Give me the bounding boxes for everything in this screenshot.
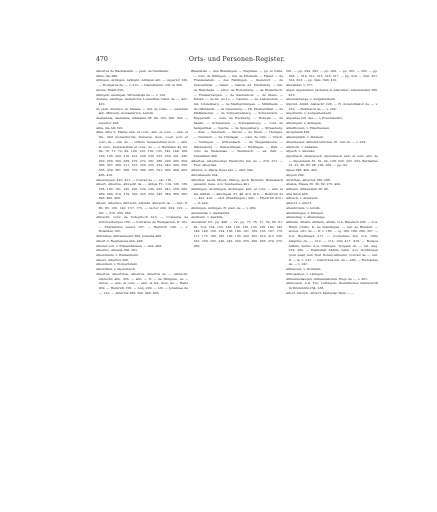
index-entry: Allingen, Aylingen, Aylingin, Allingen abt. — superior 136. — Rodigerus de —, v. 212. — Dienstmann, ortl. in 300. bbox=[96, 78, 188, 88]
index-entry: Albinus, S. Maria Neue abt. — darf. 394. bbox=[191, 168, 254, 173]
index-entry: Alsatia, Elsass 36. 39. 82. 270. 402. bbox=[286, 182, 342, 187]
index-entry: Alldingen, Aldingen, H. pleb. de —, v. 269. bbox=[191, 205, 257, 210]
index-entry: Albert d. Reginenses abb. 406. bbox=[96, 238, 144, 243]
index-entry: Albers, Albertus 396. bbox=[96, 257, 129, 262]
register-column-3 bbox=[286, 69, 378, 469]
index-entry: Alger, Algersibter, rachatus in Allerwiler; Albersweiler 386. 413. bbox=[286, 87, 378, 97]
index-entry: Alba, die Alb 391. bbox=[96, 125, 124, 130]
index-entry: Albersthal, v. Alpersbach. bbox=[96, 267, 136, 272]
index-entry: Alcapranik 402. bbox=[286, 130, 311, 135]
index-entry: Alerheim, v. Alerhim. bbox=[191, 215, 224, 220]
index-entry: Alppen 290. bbox=[286, 172, 305, 177]
index-entry: Alte Silva 406. bbox=[286, 191, 309, 196]
index-entry: Albscher, sechs Elisch, Elikog, auch Betrunk; Breisebach genannt, bass. A.G. Sondaufsee 401. bbox=[191, 177, 283, 187]
index-entry: Alienrentunga, v. Aufgellenbern. bbox=[286, 97, 337, 102]
index-entry: Alba, Albe S. Maria; abb. et conv., abb. et conv. — abb. et fra., libri monachorum, mulieres, mon., coeli, eccl. et conv. de — Alb. de —, ordinis, monasterium mon. — abb. et conv., monasterium et conv., de —, v. Hermann 43. 62. 69. 70. 71. 72. 99. 100. 122. 130. 135. 143. 144. 166. 180. 195. 200. 210. 221. 226. 230. 235. 239. 241. 245. 250. 258. 260. 269. 270. 272. 281. 286. 293. 295. 300. 306. 307. 309. 311. 315. 320. 325. 334. 340. 345. 350. 356. 359. 361. 366. 370. 380. 385. 391. 395. 400. 405. 406. 410. bbox=[96, 130, 188, 177]
index-entry: Albrecht, conv. de Schopfloch 410. — Conradus de Schutterbergen 180. — Conradus de Weingarten, fr. 181. — Eberhardus senior 187. — Heinrich 190. — v. Bolanden 195. bbox=[96, 215, 188, 234]
index-entry: Allingen, Alelingen, Wirtenstein de —, v. 120. bbox=[96, 92, 167, 97]
index-entry: Albis, die 386. bbox=[96, 73, 119, 78]
index-entry: Albertus, Albertuscher, Heinrichs mil. de — 270. 271. — Frey. Albertisa. bbox=[191, 158, 283, 168]
index-entry: Alpes 298. 400. 402. bbox=[286, 168, 318, 173]
index-entry: Alemannia, Alemania, Alamania 38. 90. 105. 206. 305. — superior 208. bbox=[96, 116, 188, 125]
index-entry: Alritchen, Albertus 186. 288. bbox=[286, 177, 331, 182]
index-entry: Altirgannon, v. Lisingen. bbox=[286, 271, 324, 276]
index-entry: Alexander III., pp. 408. — IV., pp. 75. 76. 77. 79. 80. 81. 82. 114. 124. 125. 126. 128. 130. 135. 136. 140. 145. 146. 148. 150. 154. 158. 160. 161. 162. 165. 167. 170. 171. 175. 180. 185. 190. 195. 200. 205. 210. 215. 220. 225. 230. 235. 240. 245. 250. 255. 260. 265. 270. 275. 280. bbox=[191, 220, 283, 248]
index-entry: Althausen, v. Gruthein. bbox=[286, 267, 322, 272]
index-entry: Aleste, Ebahl 356. bbox=[96, 87, 125, 92]
index-entry: Altenstaig, v. Altensteige. bbox=[286, 215, 326, 220]
index-entry: Altbach, v. Aldebach. bbox=[286, 196, 319, 201]
index-entry: Altheim, Alteim, Altheim, Althin, O.A. Biberach 206. — O.A. Riedl. Crafto, K. de Staufingen. — mil. de Riedsell. — stobel. ortl. de —, fr. v. 186. — ig. 180. 184. 260. 307. — O.A. Riedlingen 217. — (vornehme Von O.A. Ulm) Albertus de —, 212. — O.A. Ulm 417. 419. — Bonaca Althim, heims. A.G. Dillingen, Tyrgann de —, rat. Aug. 279. 280. — Helmstatt Althim, heim. A.G. Nordlingen (vom nieht rem Tierl Donau-Altheim), Conrad de —, mil. fr. — la. 7. 247. — Dietrichus mil. de — 406. — Rudolphus de —, v. 247. bbox=[286, 220, 378, 267]
index-entry: Alpach, v. Albebke. bbox=[286, 149, 316, 154]
index-entry: Alhuingen, v. Aldingen. bbox=[286, 120, 322, 125]
index-entry: Albertus, Albertinus, Albertus, Albertus de —, Albrecht, Albrecht; abb. 336. — abb. — fr. — de Wimpfen, de — dictus —; abb. et conv. — abb. et fra. mon. de — Halle 209. — Heinrich 156. — Aug. 200. — Ulr. — Johannes de —, 210. — Albertus 389. 390. 400. 406. bbox=[96, 271, 188, 295]
index-entry: 291. — pp. 294. 295. — pp. 300. — pp. 301. — 305. — pp. 308. — 310. 312. 315. 316. 317. — pp. 319. — 320. 321. 322. 323. — pp. 344.; 390. 410. bbox=[286, 69, 378, 83]
index-entry: Alemannia, v. Alamannia. bbox=[191, 210, 231, 215]
index-entry: Altmannshausen, Altmannshofen, Hugo de —, v. 281. bbox=[286, 276, 368, 281]
index-entry: Albersfeld, v. Wolpertsfeld. bbox=[96, 262, 138, 267]
index-entry: Blankstein — den Blanlingen. — Buglinen. — pp. le Cella. — conv. de Dillingen. — mil. de Erlsheim. — Falser. — de Frankenstein. — des Faldingen. — Gleisdorf. — de Gravenitzhe. — Gaien. — Gansw. ad. Pradbiturg. — mil. de Habsheim. — prior. de Hohenberg. — de Hohentuch. — Hunnerbergen. — de Kestenholz. — de Kiens. — Kitzen. — de Kr. ad Lo. — Lauden. — de Liebenstein. — mil. Lindenberg. — de Markgröningen. — Mühlheim. — de Offenheim. — de Ossenberg. — Hl. Pfosnersthal. — de Pfaffenhofen. — de Schwarzenberg. — Schwarzach. — Rapperath. — conv. de Rechberg. — Rotwell. — de Salem. — Schwenden. — Schwalenberg. — conv. de Seligenthal. — Sperns. — de Spiegelberg. — Strassberg. — Sulz. — Sulzbach. — Stirnd. — de Thum. — Thurgau. — Tierstein. — de Tübingen. — conv. de Ulm. — Urach. — Veringen. — Vöhrenbach. — de Wagenhausen. — Waldenburg. — Weiterdingen. — Wehingen. — Weil. — conv. de Weissenau. — Wernhach. — ed. Zeil. — Zwiefalten 406. bbox=[191, 69, 283, 158]
index-entry: Allembewer, Allhembolchofen, 81. mil. de —, v. 229. bbox=[286, 139, 367, 144]
index-entry: Albelen von, v. Eimenshausen. — abb. 406. bbox=[96, 243, 163, 248]
index-entry: Altheim, Althewaish 36. 48. bbox=[286, 186, 329, 191]
index-entry: Al. pleb. dnsarys. de Staade. — mil. de Celle. — quondam abb. Minzerg. monasterii S. Aurelii. bbox=[96, 106, 188, 116]
index-entry: Altmossen, A.G. Tüc, Luttingen, rheinitisches Zeitsschrift in Möckmühl 234. 238. bbox=[286, 281, 378, 291]
index-entry: Altirseher, Altirsenieder 364. Johanna 406. bbox=[96, 234, 163, 239]
index-entry: Albert, Albertus, Albrecht, Albreht, Albrecht de —; mil.; fr. 80. 83. 130. 140. 157. 175. — rector 200. 204. 210. — Ulr. — 310. 330. 360. bbox=[96, 201, 188, 215]
index-entry: Algeriunm, v. Aufgeellenbern. bbox=[286, 111, 333, 116]
index-entry: Albrnmasers 294. bbox=[191, 172, 219, 177]
index-entry: Aletaze, Aletinge, benedictus Lowenthal, Dietr. de —, 421. 410. bbox=[96, 97, 188, 107]
index-entry: Altdorf, v. Altorf. bbox=[286, 201, 312, 206]
index-entry: Altenbruum, v. Adolin. bbox=[286, 205, 321, 210]
page-title: Orts- und Personen-Register. bbox=[188, 56, 286, 63]
index-entry: Albertus de Hazkisteinh. — pleb. de Steinheim. bbox=[96, 69, 170, 73]
index-entry: Alexander, v. 377. bbox=[286, 83, 314, 88]
register-column-1 bbox=[96, 69, 188, 469]
index-entry: Alpfold, Alibid. Alsbach? 228. — H. molendinator de —, v. 219. — Reinhardt de —, v. 230. bbox=[286, 102, 378, 111]
index-entry: Alperbach, Alperspach, Alpersbach, abb. et conv. abb. de — Alpersbach 81. 91. 92. 138. 220. 225. 232. Berhaldus 21. 23. 36. 85. 98. 190. 206. — pp. 93. bbox=[286, 153, 378, 168]
index-entry: Altenklingen, v. Klingen. bbox=[286, 210, 324, 215]
page-header bbox=[96, 55, 378, 65]
index-entry: Alberzingen, 410. 411. — Conrad de —, 141. 181. bbox=[96, 177, 173, 182]
page-number: 470 bbox=[96, 56, 108, 63]
register-column-2 bbox=[191, 69, 283, 469]
index-entry: Alkerhowen, v. Elkerhausen. bbox=[286, 125, 331, 130]
index-entry: Algsenus mil. des —, v. Rosemaumly. bbox=[286, 116, 343, 121]
index-entry: Altorf, Altorph, Altdorf, kasteriap Wein — — bbox=[286, 290, 354, 295]
index-entry: Albert, Albertus, Albrecht de —, Abbas Fr., 119. 126. 136. 138. 180. 181. 195. 205. 220. 230. 235. 241. 256. 280. 289. 300. 310. 319. 320. 325. 330. 345. 346. 380. 385. 390. 400. 406. bbox=[96, 182, 188, 201]
index-entry: Albersheim, v. Weihenheim. bbox=[96, 253, 139, 258]
index-entry: Alkersgrabh, v. Aldelein. bbox=[286, 135, 324, 140]
index-entry: Alberius, Albersa 390. 391. bbox=[96, 248, 139, 253]
index-entry: Alinhorn, v. Alelanks. bbox=[286, 144, 319, 149]
index-entry: Albilingen, Aichlingen, Alchingen. abb. et conv. — abb. et fra. Stiftsb. — Albringen. 87. 48. 413. 418. — Heinrich de —, 401. 410. — ebd. (Walchingen.) 445. — Friedrich 415.; — fr. 420. bbox=[191, 186, 283, 206]
